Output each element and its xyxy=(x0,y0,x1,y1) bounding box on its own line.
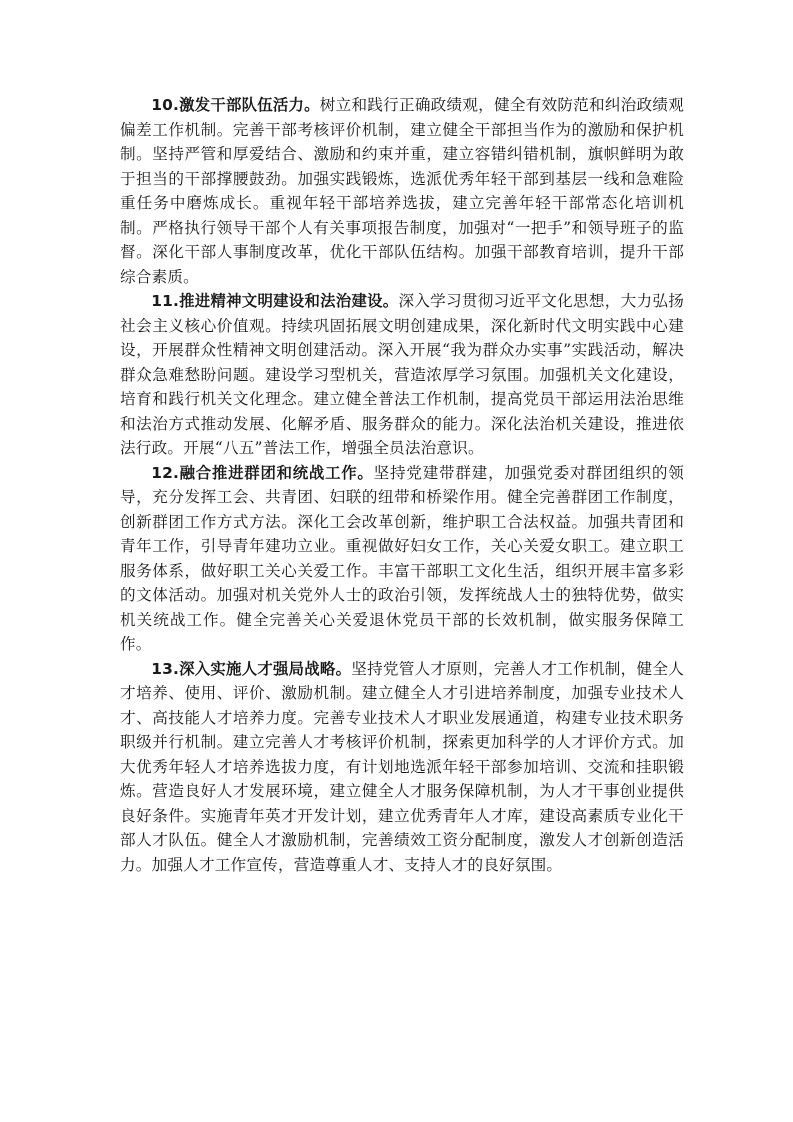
section-12-body: 坚持党建带群建，加强党委对群团组织的领导，充分发挥工会、共青团、妇联的纽带和桥梁作用。健全完善群团工作制度，创新群团工作方式方法。深化工会改革创新，维护职工合法权益。加强共青团和青年工作，引导青年建功立业。重视做好妇女工作，关心关爱女职工。建立职工服务体系，做好职工关心关爱工作。丰富干部职工文化生活，组织开展丰富多彩的文体活动。加强对机关党外人士的政治引领，发挥统战人士的独特优势，做实机关统战工作。健全完善关心关爱退休党员干部的长效机制，做实服务保障工作。 xyxy=(120,463,684,653)
section-12-paragraph xyxy=(120,461,684,657)
section-10-paragraph xyxy=(120,93,684,289)
document-page xyxy=(120,93,684,877)
section-13-heading: 13.深入实施人才强局战略。 xyxy=(151,659,352,678)
section-13-body: 坚持党管人才原则，完善人才工作机制，健全人才培养、使用、评价、激励机制。建立健全人才引进培养制度，加强专业技术人才、高技能人才培养力度。完善专业技术人才职业发展通道，构建专业技术职务职级并行机制。建立完善人才考核评价机制，探索更加科学的人才评价方式。加大优秀年轻人才培养选拔力度，有计划地选派年轻干部参加培训、交流和挂职锻炼。营造良好人才发展环境，建立健全人才服务保障机制，为人才干事创业提供良好条件。实施青年英才开发计划，建立优秀青年人才库，建设高素质专业化干部人才队伍。健全人才激励机制，完善绩效工资分配制度，激发人才创新创造活力。加强人才工作宣传，营造尊重人才、支持人才的良好氛围。 xyxy=(120,659,684,874)
section-10-body: 树立和践行正确政绩观，健全有效防范和纠治政绩观偏差工作机制。完善干部考核评价机制，建立健全干部担当作为的激励和保护机制。坚持严管和厚爱结合、激励和约束并重，建立容错纠错机制，旗帜鲜明为敢于担当的干部撑腰鼓劲。加强实践锻炼，选派优秀年轻干部到基层一线和急难险重任务中磨炼成长。重视年轻干部培养选拔，建立完善年轻干部常态化培训机制。严格执行领导干部个人有关事项报告制度，加强对“一把手”和领导班子的监督。深化干部人事制度改革，优化干部队伍结构。加强干部教育培训，提升干部综合素质。 xyxy=(120,96,684,286)
section-13-paragraph xyxy=(120,657,684,878)
section-11-body: 深入学习贯彻习近平文化思想，大力弘扬社会主义核心价值观。持续巩固拓展文明创建成果，深化新时代文明实践中心建设，开展群众性精神文明创建活动。深入开展“我为群众办实事”实践活动，解决群众急难愁盼问题。建设学习型机关，营造浓厚学习氛围。加强机关文化建设，培育和践行机关文化理念。建立健全普法工作机制，提高党员干部运用法治思维和法治方式推动发展、化解矛盾、服务群众的能力。深化法治机关建设，推进依法行政。开展“八五”普法工作，增强全员法治意识。 xyxy=(120,292,684,457)
section-11-paragraph xyxy=(120,289,684,461)
section-11-heading: 11.推进精神文明建设和法治建设。 xyxy=(151,292,399,310)
section-12-heading: 12.融合推进群团和统战工作。 xyxy=(151,463,374,482)
section-10-heading: 10.激发干部队伍活力。 xyxy=(151,96,320,114)
